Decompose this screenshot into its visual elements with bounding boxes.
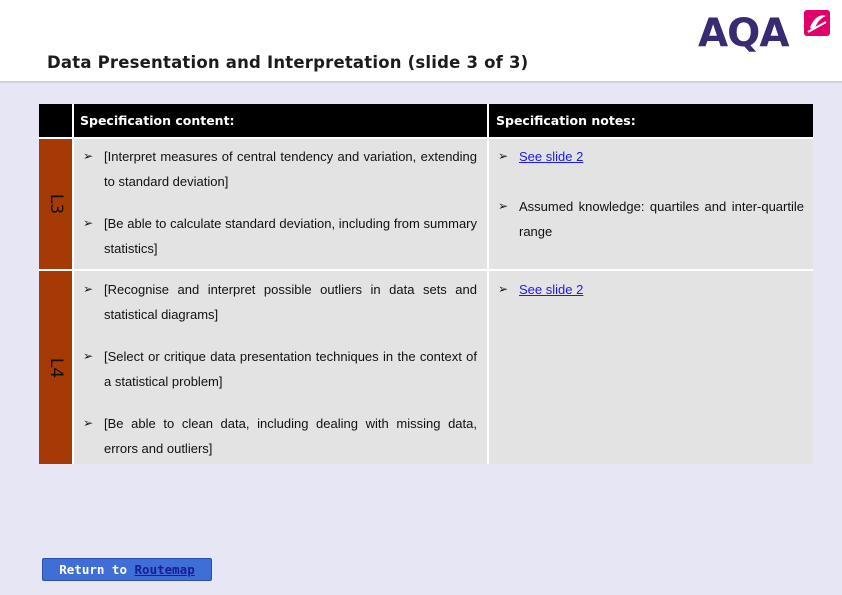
list-item: ➢ Assumed knowledge: quartiles and inter-quartile range xyxy=(498,194,804,244)
return-label: Return to xyxy=(59,562,127,577)
level-label: L3 xyxy=(45,193,66,215)
level-band-l4 xyxy=(39,271,72,464)
see-slide-link[interactable]: See slide 2 xyxy=(519,282,584,297)
content-cell-l4 xyxy=(74,271,487,464)
see-slide-link[interactable]: See slide 2 xyxy=(519,149,584,164)
notes-cell-l4 xyxy=(489,271,813,464)
arrowhead-bullet-icon: ➢ xyxy=(83,349,94,363)
table-corner xyxy=(39,104,72,137)
list-item: ➢ [Select or critique data presentation techniques in the context of a statistical problem] xyxy=(83,344,477,394)
arrowhead-bullet-icon: ➢ xyxy=(83,282,94,296)
content-cell-l3 xyxy=(74,139,487,269)
level-label: L4 xyxy=(45,357,66,378)
arrowhead-bullet-icon: ➢ xyxy=(498,149,509,163)
list-item: ➢ [Interpret measures of central tendency and variation, extending to standard deviation] xyxy=(83,144,477,194)
logo-text: AQA xyxy=(698,11,789,56)
specification-table xyxy=(39,104,813,464)
list-item: ➢ [Be able to clean data, including dealing with missing data, errors and outliers] xyxy=(83,411,477,461)
arrowhead-bullet-icon: ➢ xyxy=(83,149,94,163)
level-band-l3 xyxy=(39,139,72,269)
arrowhead-bullet-icon: ➢ xyxy=(498,282,509,296)
list-item: ➢ [Be able to calculate standard deviation, including from summary statistics] xyxy=(83,211,477,261)
slide-header xyxy=(0,0,842,82)
spec-content-header: Specification content: xyxy=(74,104,487,137)
arrowhead-bullet-icon: ➢ xyxy=(83,416,94,430)
routemap-link[interactable]: Routemap xyxy=(134,562,195,577)
spec-notes-header: Specification notes: xyxy=(489,104,813,137)
aqa-logo xyxy=(698,8,833,56)
list-item xyxy=(498,277,804,302)
page-title: Data Presentation and Interpretation (slide 3 of 3) xyxy=(47,53,529,72)
list-item: ➢ [Recognise and interpret possible outliers in data sets and statistical diagrams] xyxy=(83,277,477,327)
list-item xyxy=(498,144,804,169)
notes-cell-l3 xyxy=(489,139,813,269)
arrowhead-bullet-icon: ➢ xyxy=(83,216,94,230)
arrowhead-bullet-icon: ➢ xyxy=(498,199,509,213)
logo-mark-icon xyxy=(802,8,832,38)
header-divider xyxy=(0,81,842,83)
return-to-routemap-button[interactable] xyxy=(42,558,212,581)
